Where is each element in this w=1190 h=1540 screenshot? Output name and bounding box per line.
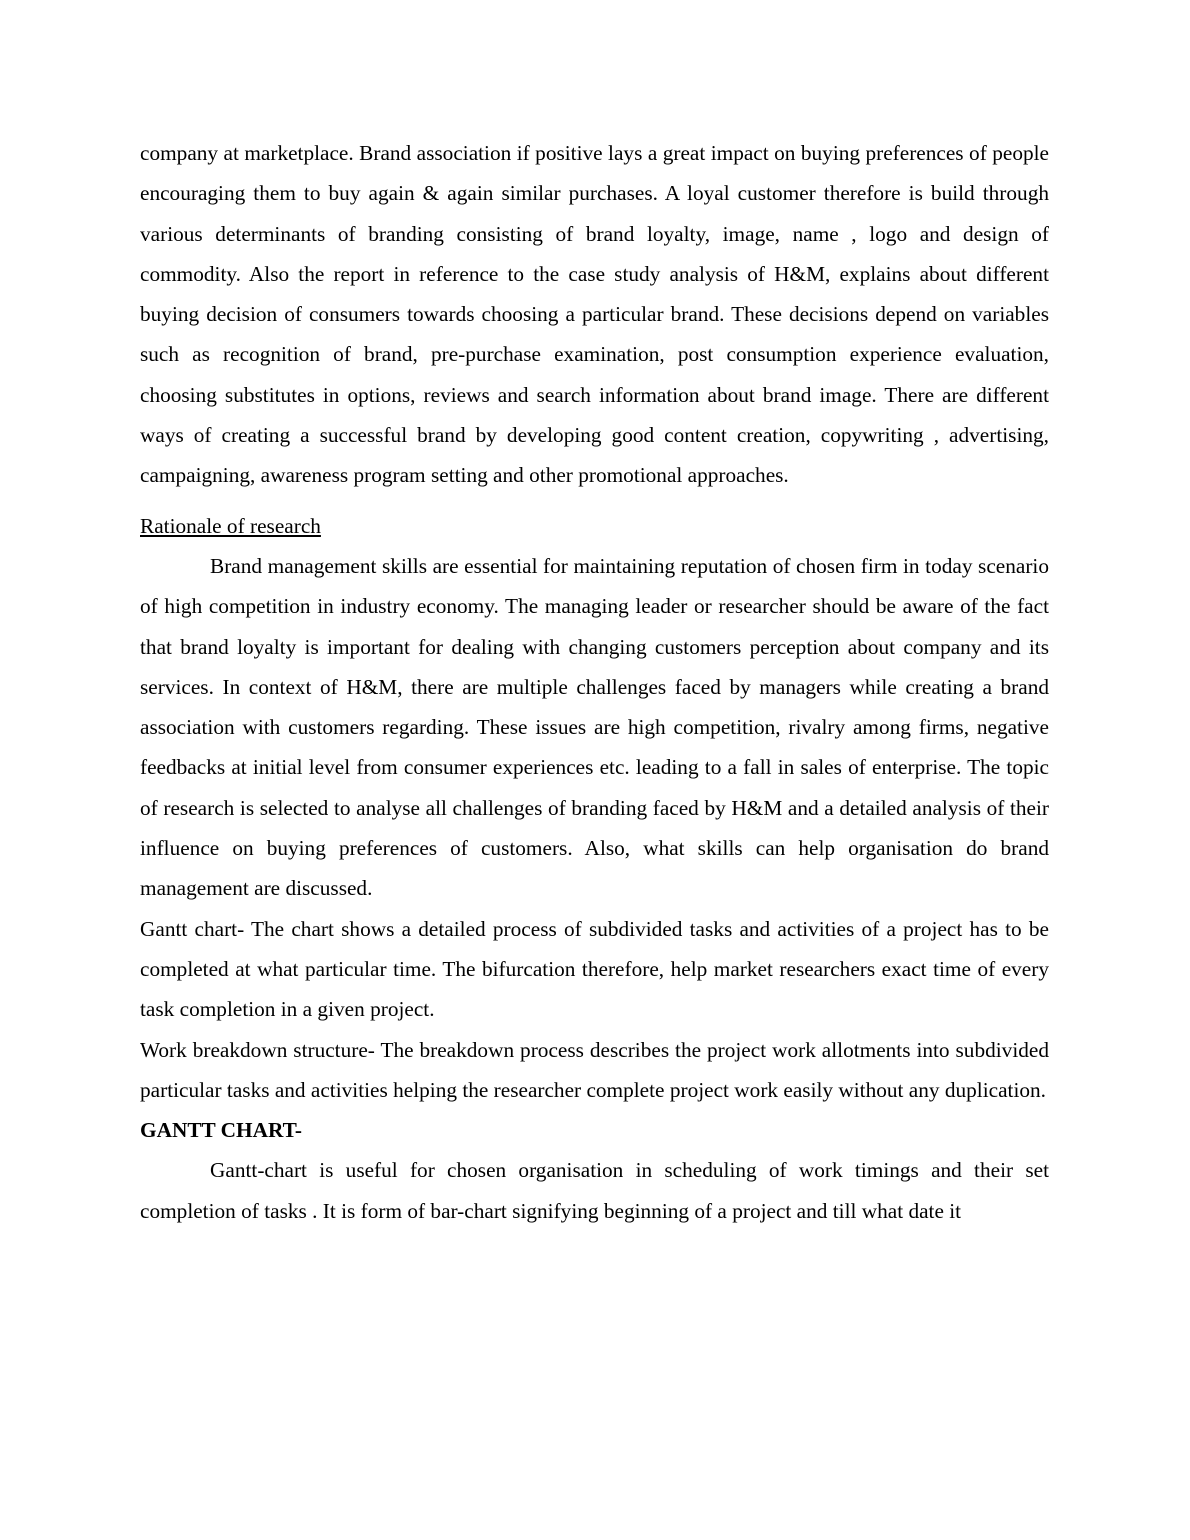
gantt-chart-heading: GANTT CHART-	[140, 1118, 302, 1143]
intro-paragraph: company at marketplace. Brand association if positive lays a great impact on buying preferences of people encouraging them to buy again & again similar purchases. A loyal customer therefore is build through various determinants of branding consisting of brand loyalty, image, name , logo and design of commodity. Also the report in reference to the case study analysis of H&M, explains about different buying decision of consumers towards choosing a particular brand. These decisions depend on variables such as recognition of brand, pre-purchase examination, post consumption experience evaluation, choosing substitutes in options, reviews and search information about brand image. There are different ways of creating a successful brand by developing good content creation, copywriting , advertising, campaigning, awareness program setting and other promotional approaches.	[140, 141, 1049, 488]
rationale-paragraph: Brand management skills are essential for maintaining reputation of chosen firm in today scenario of high competition in industry economy. The managing leader or researcher should be aware of the fact that brand loyalty is important for dealing with changing customers perception about company and its services. In context of H&M, there are multiple challenges faced by managers while creating a brand association with customers regarding. These issues are high competition, rivalry among firms, negative feedbacks at initial level from consumer experiences etc. leading to a fall in sales of enterprise. The topic of research is selected to analyse all challenges of branding faced by H&M and a detailed analysis of their influence on buying preferences of customers. Also, what skills can help organisation do brand management are discussed.	[140, 553, 1049, 901]
gantt-intro-paragraph: Gantt-chart is useful for chosen organisation in scheduling of work timings and their set completion of tasks . It is form of bar-chart signifying beginning of a project and till what date it	[140, 1158, 1049, 1223]
gantt-chart-paragraph: Gantt chart- The chart shows a detailed process of subdivided tasks and activities of a project has to be completed at what particular time. The bifurcation therefore, help market researchers exact time of every task completion in a given project.	[140, 916, 1049, 1022]
document-page	[140, 133, 1049, 1231]
rationale-heading: Rationale of research	[140, 513, 321, 538]
work-breakdown-paragraph: Work breakdown structure- The breakdown process describes the project work allotments into subdivided particular tasks and activities helping the researcher complete project work easily without any duplication.	[140, 1037, 1049, 1102]
